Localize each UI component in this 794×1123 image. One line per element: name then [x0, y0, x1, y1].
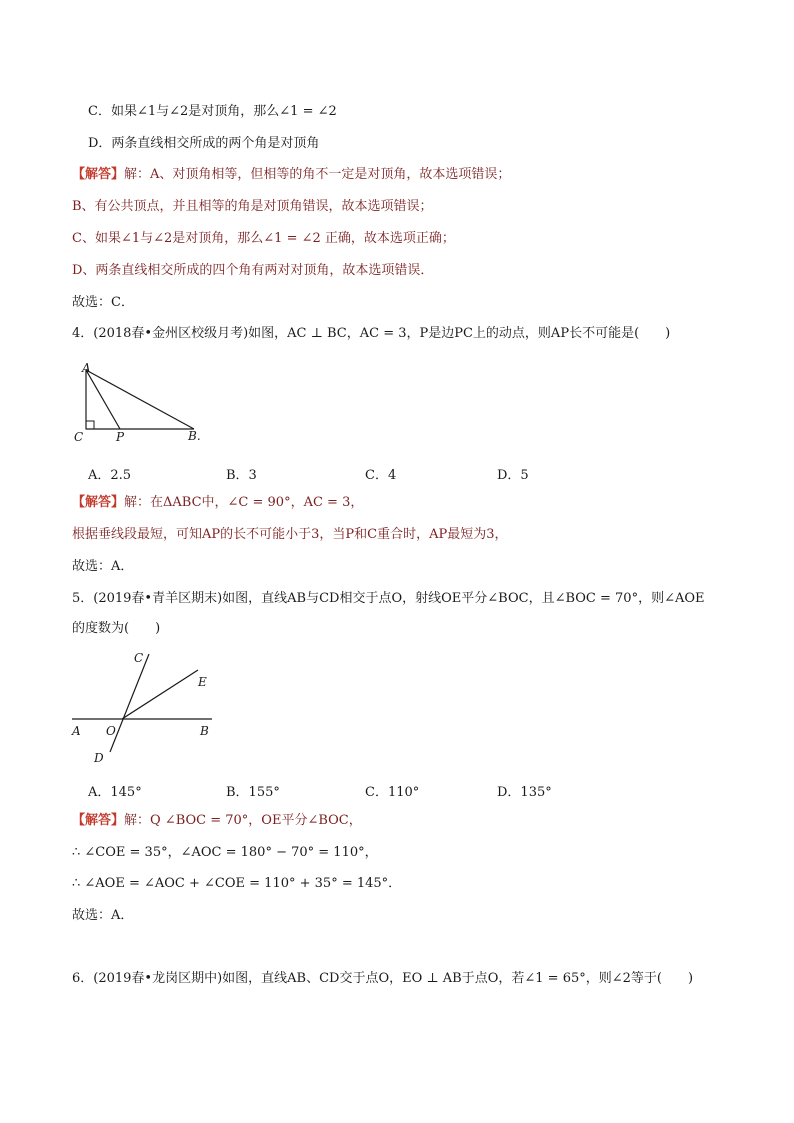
- solution-q3-line3: C、如果∠1与∠2是对顶角，那么∠1 = ∠2 正确，故本选项正确；: [72, 231, 455, 246]
- label-d: D: [94, 751, 104, 765]
- solution-q3-line1: 【解答】解：A、对顶角相等，但相等的角不一定是对顶角，故本选项错误；: [72, 167, 511, 182]
- line-cd: [110, 654, 149, 752]
- label-c: C: [74, 430, 84, 442]
- solution-q3-line2: B、有公共顶点，并且相等的角是对顶角错误，故本选项错误；: [72, 199, 433, 214]
- label-a: A: [72, 724, 81, 738]
- label-p: P: [116, 430, 125, 442]
- solution-q5-line2: ∴ ∠COE = 35°，∠AOC = 180° − 70° = 110°，: [72, 845, 378, 860]
- question-5-line1: 5．(2019春•青羊区期末)如图，直线AB与CD相交于点O，射线OE平分∠BOC，且∠BOC = 70°，则∠AOE: [72, 591, 705, 606]
- label-c: C: [134, 651, 144, 665]
- question-5-line2: 的度数为( ): [72, 621, 161, 636]
- option-d-q3: D．两条直线相交所成的两个角是对顶角: [88, 136, 320, 151]
- q5-option-c: C．110°: [365, 785, 420, 800]
- q4-option-c: C．4: [365, 468, 397, 483]
- q4-option-b: B．3: [226, 468, 257, 483]
- option-c-q3: C．如果∠1与∠2是对顶角，那么∠1 = ∠2: [88, 104, 337, 119]
- question-4: 4．(2018春•金州区校级月考)如图，AC ⊥ BC，AC = 3，P是边PC上的动点，则AP长不可能是( ): [72, 326, 671, 341]
- q5-option-a: A．145°: [88, 785, 142, 800]
- label-e: E: [198, 675, 207, 689]
- question-6: 6．(2019春•龙岗区期中)如图，直线AB、CD交于点O，EO ⊥ AB于点O，若∠1 = 65°，则∠2等于( ): [72, 971, 694, 986]
- answer-q3: 故选：C．: [72, 295, 134, 310]
- label-o: O: [106, 724, 116, 738]
- label-b: B.: [188, 429, 201, 442]
- q4-option-a: A．2.5: [88, 468, 132, 483]
- q4-option-d: D．5: [497, 468, 529, 483]
- solution-q5-line1: 【解答】解：Q ∠BOC = 70°，OE平分∠BOC，: [72, 813, 362, 828]
- solution-q3-line4: D、两条直线相交所成的四个角有两对对顶角，故本选项错误．: [72, 263, 434, 278]
- q5-option-d: D．135°: [497, 785, 552, 800]
- answer-q4: 故选：A．: [72, 559, 134, 574]
- solution-q4-line2: 根据垂线段最短，可知AP的长不可能小于3，当P和C重合时，AP最短为3，: [72, 527, 508, 542]
- segment-ab: [86, 370, 194, 429]
- label-b: B: [200, 724, 209, 738]
- q5-option-b: B．155°: [226, 785, 280, 800]
- figure-q5-lines: [66, 648, 216, 768]
- right-angle-mark: [86, 421, 94, 429]
- answer-q5: 故选：A．: [72, 908, 134, 923]
- figure-q4-triangle: [72, 362, 212, 442]
- solution-q5-line3: ∴ ∠AOE = ∠AOC + ∠COE = 110° + 35° = 145°．: [72, 876, 402, 891]
- solution-q4-line1: 【解答】解：在ΔABC中，∠C = 90°，AC = 3，: [72, 495, 364, 510]
- label-a: A: [82, 362, 91, 375]
